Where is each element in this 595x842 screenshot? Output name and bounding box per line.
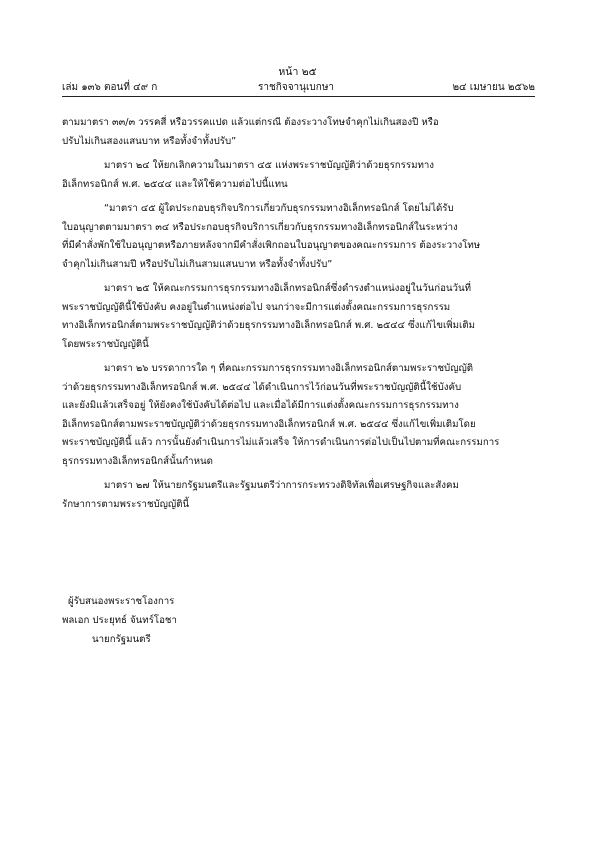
signatory-title: นายกรัฐมนตรี [92,634,151,645]
countersign-label: ผู้รับสนองพระราชโองการ [68,596,175,607]
text-line: พระราชบัญญัตินี้ แล้ว การนั้นยังดำเนินการไม่แล้วเสร็จ ให้การดำเนินการต่อไปเป็นไปตามที่คณะกรรมการ [62,437,500,448]
publication-date: ๒๔ เมษายน ๒๕๖๒ [452,82,535,93]
signatory-name: พลเอก ประยุทธ์ จันทร์โอชา [62,615,177,626]
text-line: ตามมาตรา ๓๓/๓ วรรคสี่ หรือวรรคแปด แล้วแต่กรณี ต้องระวางโทษจำคุกไม่เกินสองปี หรือ [62,117,439,128]
document-body [62,114,537,520]
volume-issue: เล่ม ๑๓๖ ตอนที่ ๔๙ ก [62,82,158,93]
text-line: ธุรกรรมทางอิเล็กทรอนิกส์นั้นกำหนด [62,455,213,467]
paragraph-section-27 [62,477,537,514]
gazette-name: ราชกิจจานุเบกษา [258,82,335,93]
text-line: โดยพระราชบัญญัตินี้ [62,338,149,350]
text-line: จำคุกไม่เกินสามปี หรือปรับไม่เกินสามแสนบาท หรือทั้งจำทั้งปรับ” [62,258,333,270]
text-line: “มาตรา ๔๕ ผู้ใดประกอบธุรกิจบริการเกี่ยวกับธุรกรรมทางอิเล็กทรอนิกส์ โดยไม่ได้รับ [104,203,454,214]
gazette-header [62,80,535,94]
text-line: มาตรา ๒๗ ให้นายกรัฐมนตรีและรัฐมนตรีว่าการกระทรวงดิจิทัลเพื่อเศรษฐกิจและสังคม [104,480,459,491]
text-line: ทางอิเล็กทรอนิกส์ตามพระราชบัญญัติว่าด้วยธุรกรรมทางอิเล็กทรอนิกส์ พ.ศ. ๒๕๔๔ ซึ่งแก้ไขเพิ่มเติม [62,320,476,331]
paragraph-section-45 [62,200,537,274]
text-line: ว่าด้วยธุรกรรมทางอิเล็กทรอนิกส์ พ.ศ. ๒๕๔๔ ได้ดำเนินการไว้ก่อนวันที่พระราชบัญญัตินี้ใช้บังคับ [62,381,462,393]
signature-block [62,592,177,649]
text-line: มาตรา ๒๕ ให้คณะกรรมการธุรกรรมทางอิเล็กทรอนิกส์ซึ่งดำรงตำแหน่งอยู่ในวันก่อนวันที่ [104,283,472,294]
text-line: และยังมิแล้วเสร็จอยู่ ให้ยังคงใช้บังคับได้ต่อไป และเมื่อได้มีการแต่งตั้งคณะกรรมการธุรกรรมทาง [62,400,459,411]
paragraph-continuation [62,114,537,151]
text-line: รักษาการตามพระราชบัญญัตินี้ [62,498,190,510]
text-line: ใบอนุญาตตามมาตรา ๓๔ หรือประกอบธุรกิจบริการเกี่ยวกับธุรกรรมทางอิเล็กทรอนิกส์ในระหว่าง [62,221,458,233]
header-divider [62,96,535,97]
text-line: อิเล็กทรอนิกส์ พ.ศ. ๒๕๔๔ และให้ใช้ความต่อไปนี้แทน [62,178,288,190]
text-line: มาตรา ๒๖ บรรดาการใด ๆ ที่คณะกรรมการธุรกรรมทางอิเล็กทรอนิกส์ตามพระราชบัญญัติ [104,363,474,374]
page-number: หน้า ๒๕ [278,66,317,78]
text-line: อิเล็กทรอนิกส์ตามพระราชบัญญัติว่าด้วยธุรกรรมทางอิเล็กทรอนิกส์ พ.ศ. ๒๕๔๔ ซึ่งแก้ไขเพิ่มเติมโดย [62,418,476,430]
text-line: มาตรา ๒๔ ให้ยกเลิกความในมาตรา ๔๕ แห่งพระราชบัญญัติว่าด้วยธุรกรรมทาง [104,160,435,171]
paragraph-section-26 [62,360,537,471]
paragraph-section-24 [62,157,537,194]
text-line: ที่มีคำสั่งพักใช้ใบอนุญาตหรือภายหลังจากมีคำสั่งเพิกถอนใบอนุญาตของคณะกรรมการ ต้องระวางโทษ [62,240,481,251]
paragraph-section-25 [62,280,537,354]
text-line: พระราชบัญญัตินี้ใช้บังคับ คงอยู่ในตำแหน่งต่อไป จนกว่าจะมีการแต่งตั้งคณะกรรมการธุรกรรม [62,301,451,313]
text-line: ปรับไม่เกินสองแสนบาท หรือทั้งจำทั้งปรับ” [62,135,237,147]
